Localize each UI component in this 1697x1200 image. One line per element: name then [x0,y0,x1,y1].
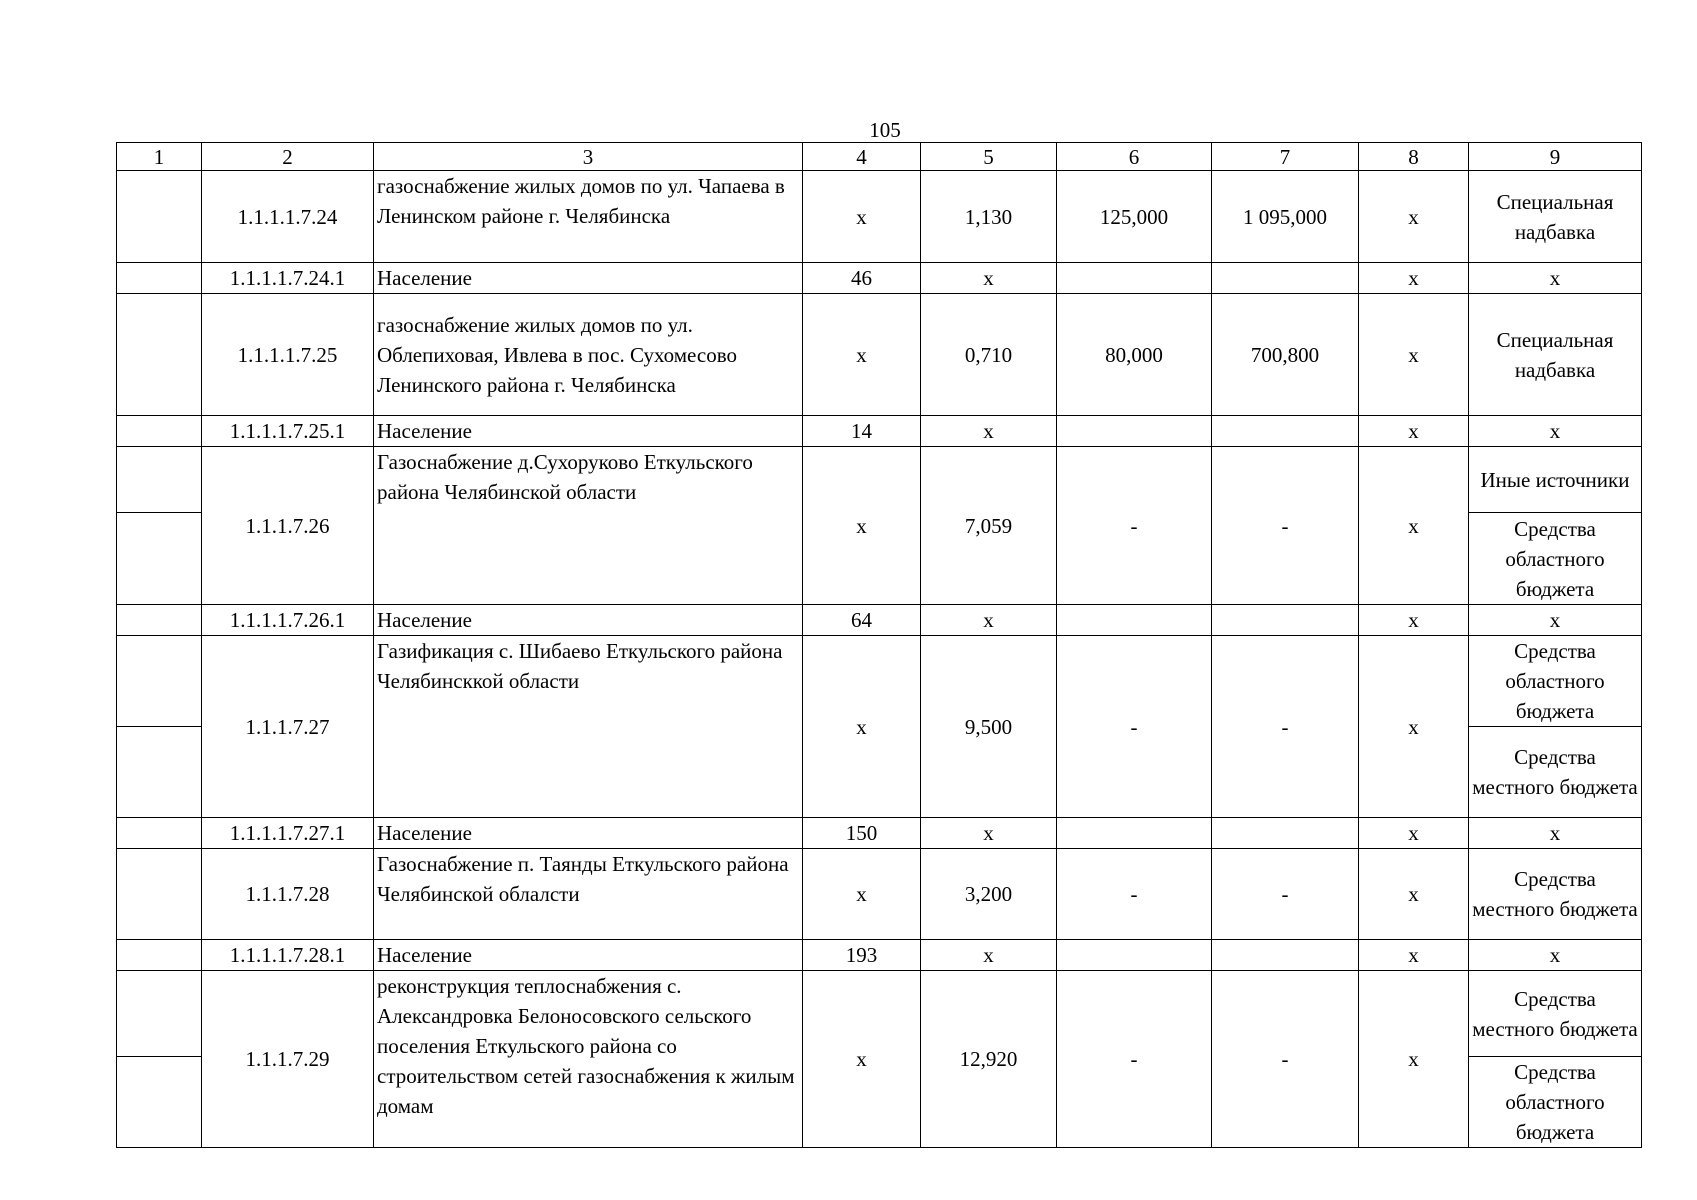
code-cell: 1.1.1.7.29 [202,971,374,1148]
source-cell: Средства местного бюджета [1469,849,1642,940]
row-number-cell [117,940,202,971]
col4-cell: 64 [803,605,921,636]
name-cell: Население [374,818,803,849]
col5-cell: x [921,416,1057,447]
col4-cell: 14 [803,416,921,447]
col5-cell: x [921,263,1057,294]
col7-cell: - [1212,636,1359,818]
col4-cell: x [803,171,921,263]
code-cell: 1.1.1.1.7.25 [202,294,374,416]
name-cell: Газификация с. Шибаево Еткульского района Челябинсккой области [374,636,803,818]
col6-cell [1057,818,1212,849]
col8-cell: x [1359,263,1469,294]
col6-cell: - [1057,849,1212,940]
header-cell: 2 [202,143,374,171]
col8-cell: x [1359,294,1469,416]
col4-cell: 150 [803,818,921,849]
header-cell: 7 [1212,143,1359,171]
col4-cell: x [803,971,921,1148]
name-cell: Газоснабжение д.Сухоруково Еткульского района Челябинской области [374,447,803,605]
source-cell: Иные источники [1469,447,1642,513]
col5-cell: 3,200 [921,849,1057,940]
source-cell: Средства местного бюджета [1469,971,1642,1057]
code-cell: 1.1.1.1.7.24.1 [202,263,374,294]
row-number-cell [117,727,202,818]
data-table [116,142,1642,1148]
col7-cell: - [1212,971,1359,1148]
col6-cell [1057,416,1212,447]
code-cell: 1.1.1.1.7.27.1 [202,818,374,849]
row-number-cell [117,171,202,263]
code-cell: 1.1.1.7.27 [202,636,374,818]
header-cell: 6 [1057,143,1212,171]
col7-cell: 700,800 [1212,294,1359,416]
code-cell: 1.1.1.1.7.28.1 [202,940,374,971]
row-number-cell [117,263,202,294]
col5-cell: 12,920 [921,971,1057,1148]
source-cell: Средства местного бюджета [1469,727,1642,818]
header-cell: 3 [374,143,803,171]
col6-cell [1057,605,1212,636]
row-number-cell [117,636,202,727]
col7-cell: - [1212,849,1359,940]
col6-cell: - [1057,447,1212,605]
col7-cell [1212,263,1359,294]
header-cell: 5 [921,143,1057,171]
code-cell: 1.1.1.1.7.26.1 [202,605,374,636]
row-number-cell [117,294,202,416]
col5-cell: x [921,605,1057,636]
col8-cell: x [1359,416,1469,447]
table-row [117,171,1642,263]
col7-cell [1212,605,1359,636]
source-cell: Средства областного бюджета [1469,636,1642,727]
col7-cell [1212,818,1359,849]
name-cell: газоснабжение жилых домов по ул. Облепиховая, Ивлева в пос. Сухомесово Ленинского района г. Челябинска [374,294,803,416]
col8-cell: x [1359,636,1469,818]
col6-cell: 80,000 [1057,294,1212,416]
col8-cell: x [1359,605,1469,636]
col8-cell: x [1359,171,1469,263]
col5-cell: x [921,940,1057,971]
table-row [117,940,1642,971]
table-row [117,818,1642,849]
code-cell: 1.1.1.1.7.24 [202,171,374,263]
col5-cell: 1,130 [921,171,1057,263]
col6-cell: - [1057,636,1212,818]
table-row [117,447,1642,513]
row-number-cell [117,447,202,513]
col9-cell: x [1469,605,1642,636]
name-cell: реконструкция теплоснабжения с. Александровка Белоносовского сельского поселения Еткульского района со строительством сетей газоснабжения к жилым домам [374,971,803,1148]
col7-cell [1212,940,1359,971]
name-cell: Население [374,263,803,294]
col4-cell: x [803,636,921,818]
source-cell: Специальная надбавка [1469,171,1642,263]
name-cell: Население [374,940,803,971]
row-number-cell [117,605,202,636]
row-number-cell [117,416,202,447]
table-row [117,416,1642,447]
table-row [117,263,1642,294]
col8-cell: x [1359,971,1469,1148]
col9-cell: x [1469,416,1642,447]
row-number-cell [117,1057,202,1148]
col7-cell: 1 095,000 [1212,171,1359,263]
name-cell: Население [374,605,803,636]
col9-cell: x [1469,263,1642,294]
source-cell: Специальная надбавка [1469,294,1642,416]
col7-cell: - [1212,447,1359,605]
col6-cell [1057,263,1212,294]
col5-cell: 7,059 [921,447,1057,605]
table-row [117,849,1642,940]
table-row [117,971,1642,1057]
col6-cell [1057,940,1212,971]
header-cell: 8 [1359,143,1469,171]
col4-cell: x [803,447,921,605]
col5-cell: 9,500 [921,636,1057,818]
header-cell: 1 [117,143,202,171]
header-cell: 9 [1469,143,1642,171]
col8-cell: x [1359,849,1469,940]
header-cell: 4 [803,143,921,171]
col4-cell: x [803,849,921,940]
code-cell: 1.1.1.1.7.25.1 [202,416,374,447]
row-number-cell [117,849,202,940]
source-cell: Средства областного бюджета [1469,513,1642,605]
col6-cell: 125,000 [1057,171,1212,263]
col9-cell: x [1469,940,1642,971]
header-row [117,143,1642,171]
col4-cell: 46 [803,263,921,294]
source-cell: Средства областного бюджета [1469,1057,1642,1148]
row-number-cell [117,971,202,1057]
page-number: 105 [869,118,901,142]
col8-cell: x [1359,447,1469,605]
col4-cell: 193 [803,940,921,971]
row-number-cell [117,818,202,849]
name-cell: Газоснабжение п. Таянды Еткульского района Челябинской облалсти [374,849,803,940]
table-row [117,605,1642,636]
col5-cell: 0,710 [921,294,1057,416]
col8-cell: x [1359,818,1469,849]
name-cell: газоснабжение жилых домов по ул. Чапаева в Ленинском районе г. Челябинска [374,171,803,263]
row-number-cell [117,513,202,605]
table-row [117,636,1642,727]
col9-cell: x [1469,818,1642,849]
col6-cell: - [1057,971,1212,1148]
col7-cell [1212,416,1359,447]
col5-cell: x [921,818,1057,849]
col8-cell: x [1359,940,1469,971]
col4-cell: x [803,294,921,416]
table-row [117,294,1642,416]
code-cell: 1.1.1.7.28 [202,849,374,940]
code-cell: 1.1.1.7.26 [202,447,374,605]
name-cell: Население [374,416,803,447]
